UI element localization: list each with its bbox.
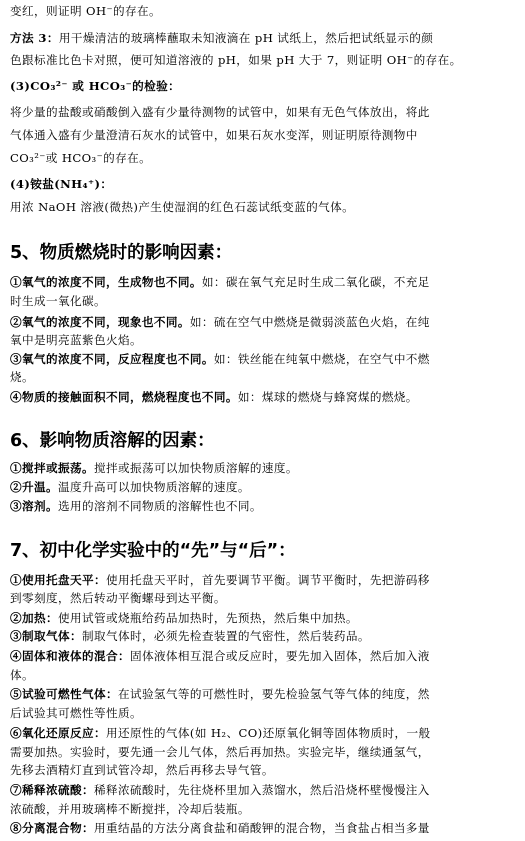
list-item-continued: 需要加热。实验时，要先通一会儿气体，然后再加热。实验完毕，继续通氢气，	[10, 745, 430, 759]
list-item: ①氧气的浓度不同，生成物也不同。如：碳在氧气充足时生成二氧化碳，不充足	[10, 275, 430, 289]
list-item-continued: 时生成一氧化碳。	[10, 294, 106, 308]
list-item: ②加热：使用试管或烧瓶给药品加热时，先预热，然后集中加热。	[10, 611, 358, 625]
lead-phrase: ⑧分离混合物：	[10, 821, 94, 835]
text-line: 变红，则证明 OH⁻的存在。	[10, 4, 161, 18]
list-item: ⑥氧化还原反应：用还原性的气体(如 H₂、CO)还原氧化铜等固体物质时，一般	[10, 726, 431, 740]
lead-phrase: ③氧气的浓度不同，反应程度也不同。	[10, 352, 214, 366]
list-item: ②升温。温度升高可以加快物质溶解的速度。	[10, 480, 250, 494]
lead-phrase: ①氧气的浓度不同，生成物也不同。	[10, 275, 202, 289]
lead-phrase: 方法 3：	[10, 31, 59, 45]
list-item: ⑦稀释浓硫酸：稀释浓硫酸时，先往烧杯里加入蒸馏水，然后沿烧杯壁慢慢注入	[10, 783, 430, 797]
lead-phrase: ③溶剂。	[10, 499, 58, 513]
lead-phrase: ②氧气的浓度不同，现象也不同。	[10, 315, 190, 329]
list-item: ①搅拌或振荡。搅拌或振荡可以加快物质溶解的速度。	[10, 461, 298, 475]
list-item-continued: 烧。	[10, 370, 34, 384]
lead-phrase: ①使用托盘天平：	[10, 573, 106, 587]
ammonium-test-heading: (4)铵盐(NH₄⁺)：	[10, 177, 113, 191]
lead-phrase: ③制取气体：	[10, 629, 82, 643]
list-item-continued: 后试验其可燃性等性质。	[10, 706, 142, 720]
section-6-heading: 6、影响物质溶解的因素：	[10, 431, 215, 451]
lead-phrase: ⑦稀释浓硫酸：	[10, 783, 94, 797]
list-item: ③溶剂。选用的溶剂不同物质的溶解性也不同。	[10, 499, 262, 513]
list-item-continued: 到零刻度，然后转动平衡螺母到达平衡。	[10, 591, 226, 605]
carbonate-test-line-1: 将少量的盐酸或硝酸倒入盛有少量待测物的试管中，如果有无色气体放出，将此	[10, 105, 430, 119]
list-item: ⑤试验可燃性气体：在试验氢气等的可燃性时，要先检验氢气等气体的纯度，然	[10, 687, 430, 701]
list-item: ④固体和液体的混合：固体液体相互混合或反应时，要先加入固体，然后加入液	[10, 649, 430, 663]
carbonate-test-line-3: CO₃²⁻或 HCO₃⁻的存在。	[10, 151, 152, 165]
list-item: ②氧气的浓度不同，现象也不同。如：硫在空气中燃烧是微弱淡蓝色火焰，在纯	[10, 315, 430, 329]
list-item-continued: 先移去酒精灯直到试管冷却，然后再移去导气管。	[10, 763, 274, 777]
list-item: ①使用托盘天平：使用托盘天平时，首先要调节平衡。调节平衡时，先把游码移	[10, 573, 430, 587]
list-item: ④物质的接触面积不同，燃烧程度也不同。如：煤球的燃烧与蜂窝煤的燃烧。	[10, 390, 418, 404]
list-item-continued: 体。	[10, 668, 34, 682]
list-item-continued: 氧中是明亮蓝紫色火焰。	[10, 333, 142, 347]
section-7-heading: 7、初中化学实验中的“先”与“后”：	[10, 541, 296, 561]
method-3-line-1: 方法 3：用干燥清洁的玻璃棒蘸取未知液滴在 pH 试纸上，然后把试纸显示的颜	[10, 31, 434, 45]
lead-phrase: ⑥氧化还原反应：	[10, 726, 106, 740]
lead-phrase: ④物质的接触面积不同，燃烧程度也不同。	[10, 390, 238, 404]
section-5-heading: 5、物质燃烧时的影响因素：	[10, 243, 233, 263]
list-item: ③氧气的浓度不同，反应程度也不同。如：铁丝能在纯氧中燃烧，在空气中不燃	[10, 352, 430, 366]
lead-phrase: ②升温。	[10, 480, 58, 494]
list-item: ⑧分离混合物：用重结晶的方法分离食盐和硝酸钾的混合物，当食盐占相当多量	[10, 821, 430, 835]
lead-phrase: ②加热：	[10, 611, 58, 625]
ammonium-test-line: 用浓 NaOH 溶液(微热)产生使湿润的红色石蕊试纸变蓝的气体。	[10, 200, 355, 214]
method-3-line-2: 色跟标准比色卡对照，便可知道溶液的 pH，如果 pH 大于 7，则证明 OH⁻的存在。	[10, 53, 462, 67]
carbonate-test-line-2: 气体通入盛有少量澄清石灰水的试管中，如果石灰水变浑，则证明原待测物中	[10, 128, 418, 142]
lead-phrase: ⑤试验可燃性气体：	[10, 687, 118, 701]
lead-phrase: ①搅拌或振荡。	[10, 461, 94, 475]
carbonate-test-heading: (3)CO₃²⁻ 或 HCO₃⁻的检验：	[10, 79, 181, 93]
lead-phrase: ④固体和液体的混合：	[10, 649, 130, 663]
list-item-continued: 浓硫酸，并用玻璃棒不断搅拌，冷却后装瓶。	[10, 802, 250, 816]
list-item: ③制取气体：制取气体时，必须先检查装置的气密性，然后装药品。	[10, 629, 370, 643]
